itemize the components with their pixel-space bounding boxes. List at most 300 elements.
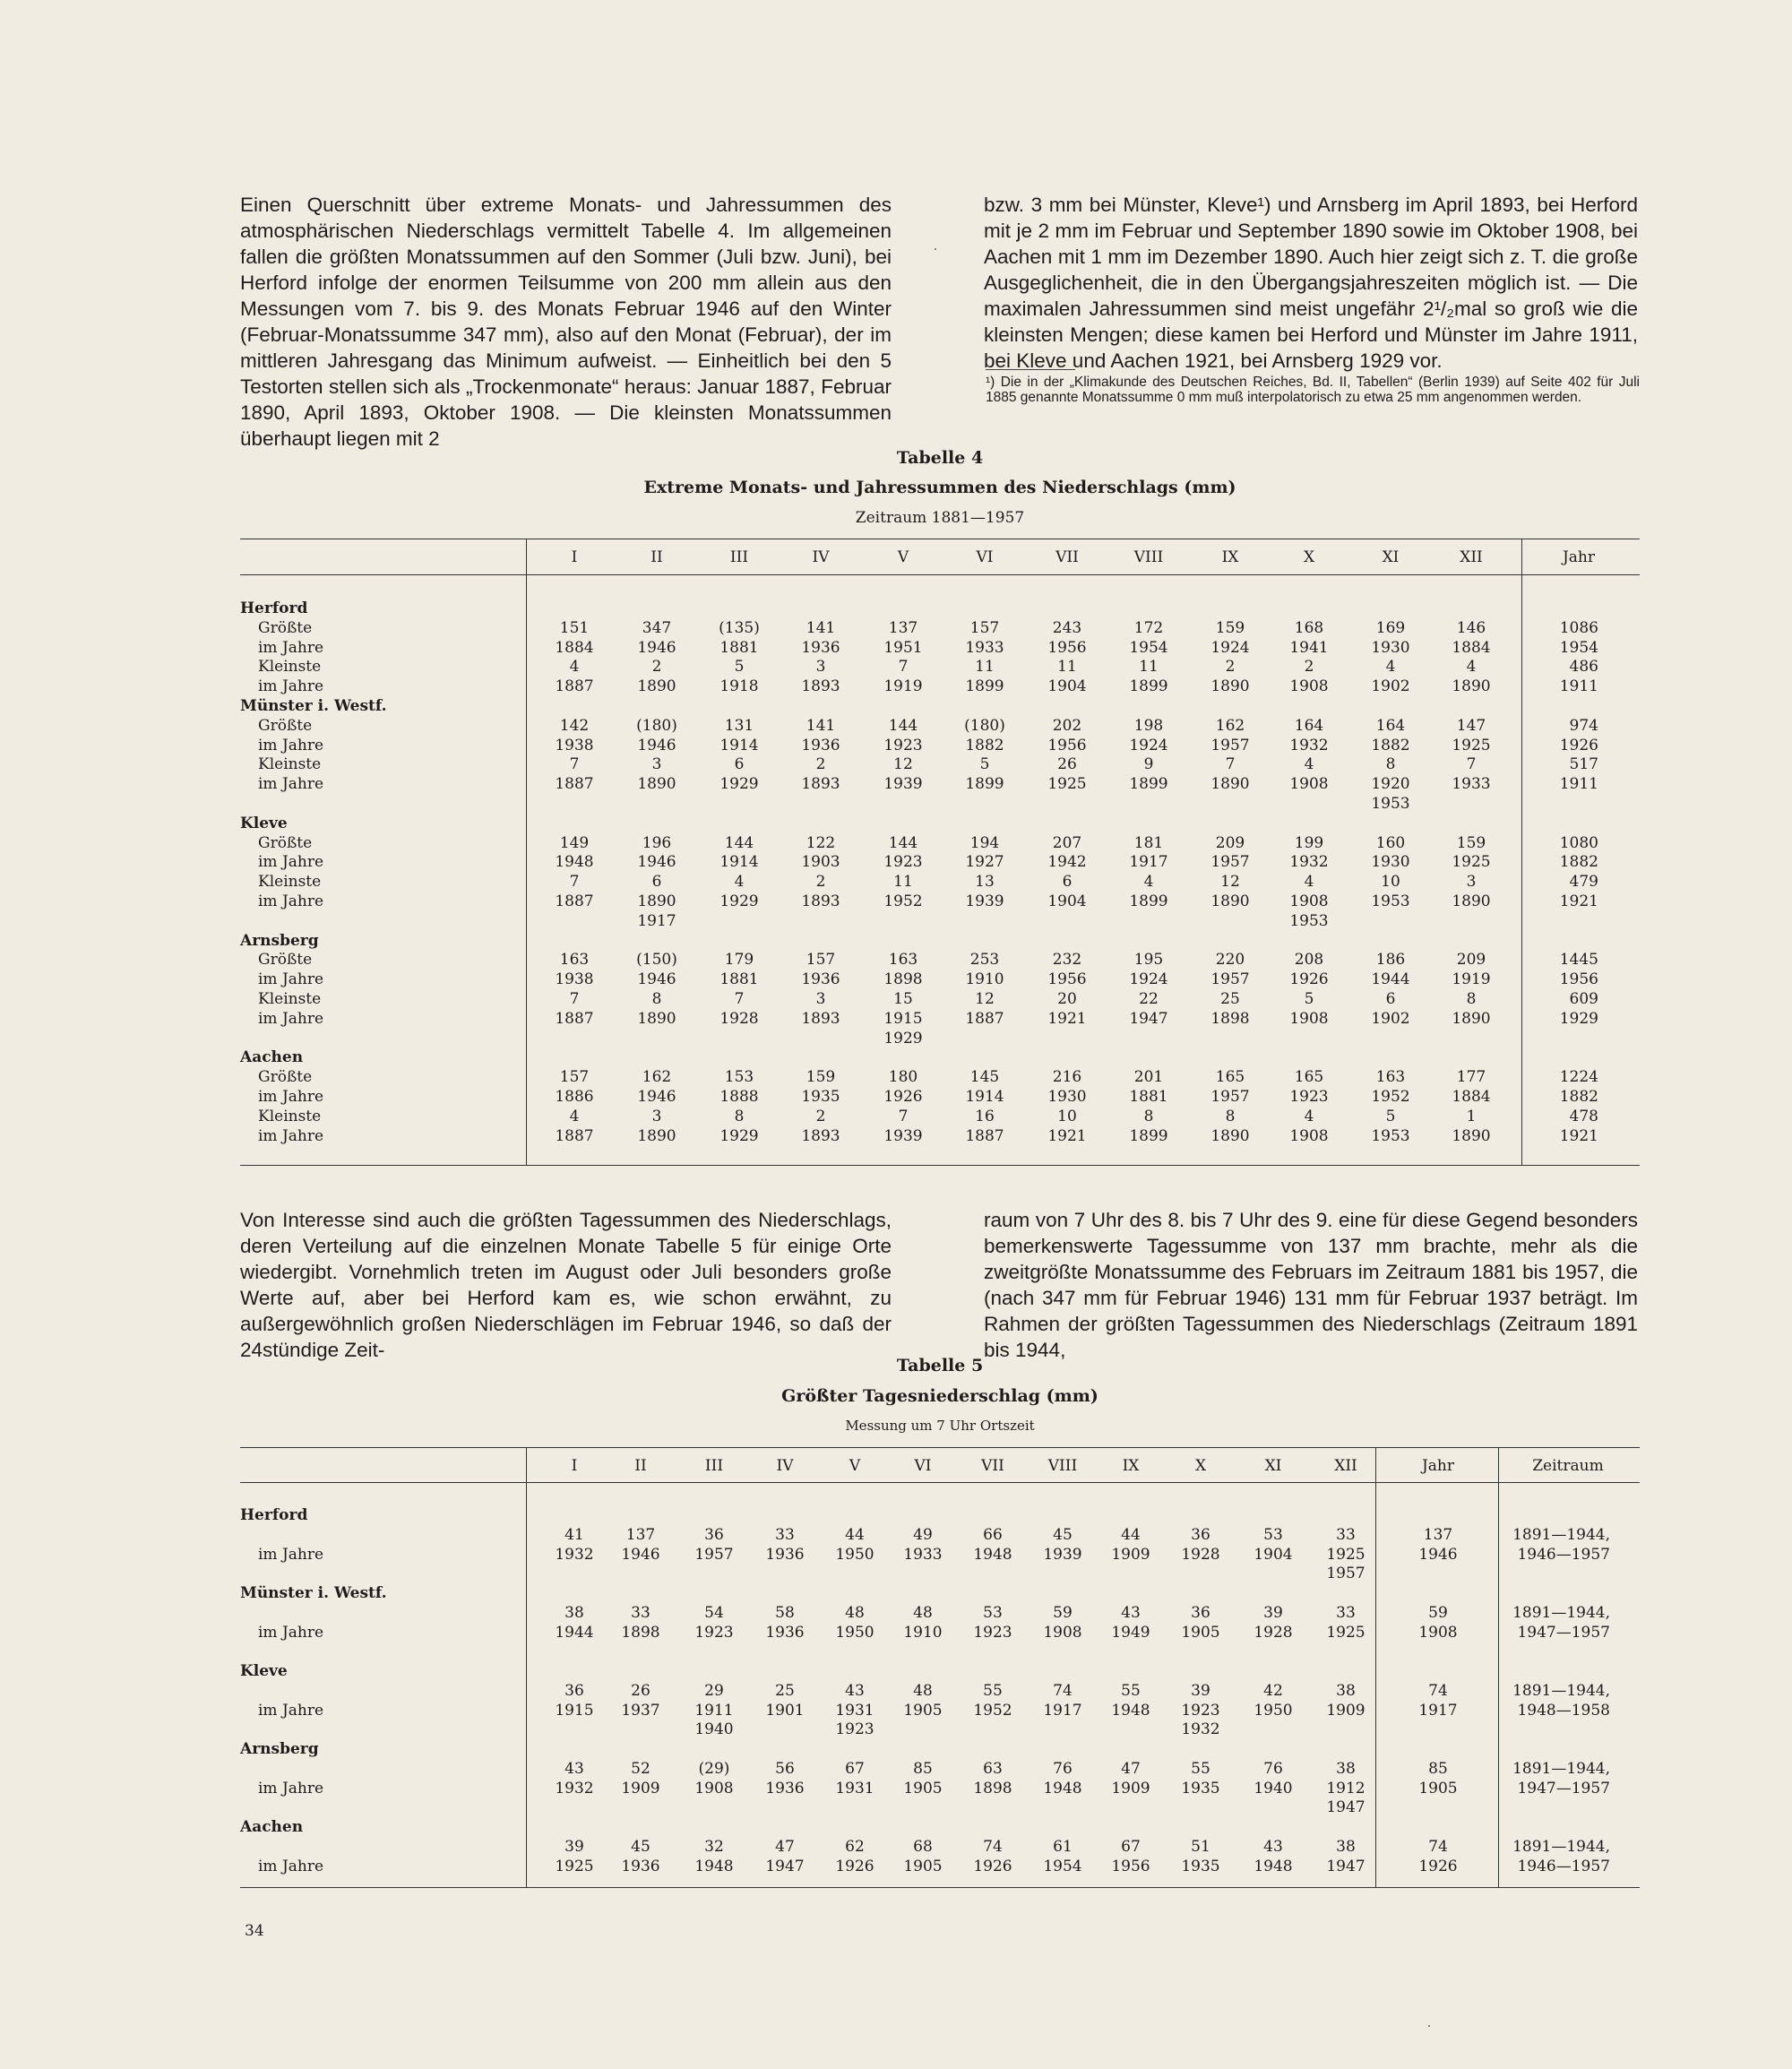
table4-cell: 181 bbox=[1133, 833, 1164, 852]
table4-cell: 2 bbox=[815, 755, 826, 774]
table5-cell-jahr: 74 bbox=[1428, 1837, 1448, 1856]
table5-col-header: II bbox=[634, 1457, 647, 1475]
table4-col-header: III bbox=[729, 548, 749, 566]
table4-cell: 1926 bbox=[883, 1088, 923, 1106]
table5-cell: 49 bbox=[913, 1525, 933, 1544]
table5-cell-zeitraum: 1947—1957 bbox=[1517, 1623, 1610, 1642]
table4-cell: 16 bbox=[975, 1107, 995, 1125]
table5-cell: 48 bbox=[913, 1603, 933, 1622]
table4-row-label: Größte bbox=[258, 618, 313, 637]
table4-cell: 209 bbox=[1215, 833, 1245, 852]
table4-col-header: V bbox=[897, 548, 909, 566]
table4-cell: 1898 bbox=[883, 970, 923, 989]
table5-cell: 39 bbox=[1191, 1681, 1210, 1700]
table4-cell: 1952 bbox=[1371, 1088, 1410, 1106]
table4-cell: 1887 bbox=[555, 1126, 594, 1145]
table4-cell-jahr: 1926 bbox=[1559, 736, 1598, 754]
table4-row-label: Kleinste bbox=[258, 1107, 322, 1125]
middle-paragraph-left: Von Interesse sind auch die größten Tagessummen des Niederschlags, deren Verteilung auf die einzelnen Monate Tabelle 5 für einige Orte wiedergibt. Vornehmlich treten im August oder Juli besonders große Werte auf, aber bei Herford kam es, wie schon erwähnt, zu außergewöhnlich großen Niederschlägen im Februar 1946, so daß der 24stündige Zeit- bbox=[240, 1209, 892, 1361]
table5-cell: 48 bbox=[845, 1603, 865, 1622]
table5-cell: 1940 bbox=[1254, 1779, 1293, 1797]
table4-cell: 1908 bbox=[1289, 1009, 1329, 1028]
table4-cell: 3 bbox=[651, 1107, 662, 1125]
table4-cell: 1890 bbox=[637, 1126, 676, 1145]
table4-cell: 180 bbox=[888, 1068, 918, 1087]
table5-cell: 1908 bbox=[694, 1779, 734, 1797]
table5-cell: 43 bbox=[845, 1681, 865, 1700]
table5-cell: 1909 bbox=[1111, 1779, 1150, 1797]
table5-cell: 59 bbox=[1053, 1603, 1073, 1622]
table4-cell: 243 bbox=[1052, 618, 1082, 637]
table5-cell: 61 bbox=[1053, 1837, 1073, 1856]
table5-cell: 47 bbox=[1121, 1759, 1141, 1778]
table5-cell: 62 bbox=[845, 1837, 865, 1856]
table4-col-header: I bbox=[571, 548, 578, 566]
table5-cell: 55 bbox=[1191, 1759, 1210, 1778]
table4-cell: 1904 bbox=[1047, 892, 1087, 910]
table4-cell-jahr: 1921 bbox=[1559, 1126, 1598, 1145]
page-number: 34 bbox=[245, 1922, 264, 1940]
table4-cell: 2 bbox=[1304, 658, 1314, 677]
table5-cell-zeitraum: 1946—1957 bbox=[1517, 1857, 1610, 1875]
table4-cell: 1887 bbox=[555, 1009, 594, 1028]
table5-cell: 36 bbox=[1191, 1603, 1210, 1622]
table4-cell: 4 bbox=[1304, 873, 1314, 892]
table4-cell: 11 bbox=[1057, 658, 1077, 677]
table4-cell: 160 bbox=[1375, 833, 1406, 852]
table4-cell: 144 bbox=[724, 833, 754, 852]
table5-col-header: III bbox=[704, 1457, 724, 1475]
table5-cell: 36 bbox=[564, 1681, 584, 1700]
table4-cell: 159 bbox=[1456, 833, 1486, 852]
table5-cell-zeitraum: 1891—1944, bbox=[1512, 1837, 1610, 1856]
table5-cell: 1905 bbox=[903, 1857, 943, 1875]
table5-cell: 1911 bbox=[694, 1701, 734, 1720]
table4-cell-jahr: 1445 bbox=[1559, 951, 1598, 970]
table4-cell: 8 bbox=[1466, 990, 1477, 1008]
table5-cell-zeitraum: 1947—1957 bbox=[1517, 1779, 1610, 1797]
table4-row-label: im Jahre bbox=[258, 1009, 324, 1028]
table4-cell: 1915 bbox=[883, 1009, 923, 1028]
table4-cell: 1953 bbox=[1371, 1126, 1410, 1145]
table5-row-label: im Jahre bbox=[258, 1701, 324, 1720]
table4-cell: 202 bbox=[1052, 716, 1082, 735]
table4-cell: 147 bbox=[1456, 716, 1486, 735]
table4-cell-jahr: 1956 bbox=[1559, 970, 1598, 989]
table4-cell: 2 bbox=[1225, 658, 1236, 677]
table4-col-header: IX bbox=[1221, 548, 1239, 566]
table5-cell: 48 bbox=[913, 1681, 933, 1700]
table4-cell: 1899 bbox=[1129, 1126, 1168, 1145]
table4-cell: 1927 bbox=[965, 853, 1004, 872]
table4-cell: 1946 bbox=[637, 736, 676, 754]
table4-cell: 1946 bbox=[637, 1088, 676, 1106]
table4-cell: 208 bbox=[1294, 951, 1324, 970]
table5-cell: 1948 bbox=[694, 1857, 734, 1875]
table5-cell: 1957 bbox=[1326, 1565, 1366, 1583]
table5-cell: 1898 bbox=[973, 1779, 1012, 1797]
table5-cell: 1915 bbox=[555, 1701, 594, 1720]
table4-cell: 1908 bbox=[1289, 677, 1329, 696]
table4-cell: 1956 bbox=[1047, 638, 1087, 657]
table4-cell: 12 bbox=[975, 990, 995, 1008]
table4-col-header: VIII bbox=[1133, 548, 1164, 566]
table5-cell-zeitraum: 1891—1944, bbox=[1512, 1759, 1610, 1778]
table5-col-header: VIII bbox=[1047, 1457, 1078, 1475]
table4-cell: 1944 bbox=[1371, 970, 1410, 989]
table4-row-label: im Jahre bbox=[258, 892, 324, 910]
table4-cell: 1926 bbox=[1289, 970, 1329, 989]
table5-cell: 67 bbox=[845, 1759, 865, 1778]
table4-cell: 7 bbox=[734, 990, 745, 1008]
table4-col-header: VII bbox=[1055, 548, 1079, 566]
table5-station-name: Münster i. Westf. bbox=[240, 1584, 387, 1602]
table4-subtitle: Zeitraum 1881—1957 bbox=[855, 509, 1025, 527]
table4-cell-jahr: 1911 bbox=[1559, 775, 1598, 794]
table4-cell: 1893 bbox=[801, 677, 840, 696]
table4-cell: 4 bbox=[1304, 755, 1314, 774]
table5-cell: 45 bbox=[631, 1837, 650, 1856]
table4-col-header: XI bbox=[1382, 548, 1400, 566]
table4-title: Extreme Monats- und Jahressummen des Niederschlags (mm) bbox=[643, 478, 1236, 497]
table4-cell: 20 bbox=[1057, 990, 1077, 1008]
table4-cell: 4 bbox=[1304, 1107, 1314, 1125]
table4-cell: 141 bbox=[806, 716, 836, 735]
table5-cell-jahr: 1908 bbox=[1418, 1623, 1458, 1642]
table5-cell: 1956 bbox=[1111, 1857, 1150, 1875]
table5-cell-jahr: 137 bbox=[1423, 1525, 1453, 1544]
table4-cell: 4 bbox=[569, 1107, 580, 1125]
table5-cell: 25 bbox=[775, 1681, 795, 1700]
table5-cell: 51 bbox=[1191, 1837, 1210, 1856]
table4-cell: 1957 bbox=[1210, 1088, 1250, 1106]
table5-station-name: Arnsberg bbox=[240, 1740, 319, 1758]
table4-cell: 1881 bbox=[719, 638, 759, 657]
table4-cell: 164 bbox=[1375, 716, 1406, 735]
table5-cell: 76 bbox=[1053, 1759, 1073, 1778]
table4-row-label: im Jahre bbox=[258, 1088, 324, 1106]
table4-cell: 209 bbox=[1456, 951, 1486, 970]
table5-cell: 1931 bbox=[835, 1701, 874, 1720]
table5-cell-zeitraum: 1948—1958 bbox=[1517, 1701, 1610, 1720]
table4-cell: 4 bbox=[1143, 873, 1154, 892]
table4-row-label: Kleinste bbox=[258, 990, 322, 1008]
table4-cell: 6 bbox=[1062, 873, 1073, 892]
table5-col-header: X bbox=[1194, 1457, 1207, 1475]
table5-cell: 1946 bbox=[621, 1545, 660, 1564]
table4-cell: 159 bbox=[806, 1068, 836, 1087]
table4-cell: 1890 bbox=[1452, 1126, 1491, 1145]
table4-row-label: im Jahre bbox=[258, 775, 324, 794]
table4-cell-jahr: 1080 bbox=[1559, 833, 1598, 852]
table4-cell: 13 bbox=[975, 873, 995, 892]
table4-cell: 194 bbox=[969, 833, 1000, 852]
table4-cell: 11 bbox=[1139, 658, 1159, 677]
table4-cell: 1932 bbox=[1289, 736, 1329, 754]
table5-cell: 1923 bbox=[835, 1720, 874, 1739]
table4-cell: 1921 bbox=[1047, 1126, 1087, 1145]
footnote-rule bbox=[986, 369, 1075, 370]
table4-cell: (180) bbox=[636, 716, 677, 735]
table4-cell: 195 bbox=[1133, 951, 1164, 970]
table5-cell: 1923 bbox=[694, 1623, 734, 1642]
table4-cell: 1939 bbox=[965, 892, 1004, 910]
table4-cell: 168 bbox=[1294, 618, 1324, 637]
table5-cell: 1917 bbox=[1043, 1701, 1082, 1720]
table4-cell: 1921 bbox=[1047, 1009, 1087, 1028]
table4-cell: 1936 bbox=[801, 638, 840, 657]
table4-cell: 1925 bbox=[1452, 853, 1491, 872]
table4-cell: 12 bbox=[1220, 873, 1240, 892]
table5-cell: 1957 bbox=[694, 1545, 734, 1564]
table4-cell: 1941 bbox=[1289, 638, 1329, 657]
table5-cell: 1954 bbox=[1043, 1857, 1082, 1875]
table4-cell: 1881 bbox=[719, 970, 759, 989]
table4-cell: 1890 bbox=[1452, 1009, 1491, 1028]
table4-cell: 1930 bbox=[1047, 1088, 1087, 1106]
table4-cell: 137 bbox=[888, 618, 918, 637]
table5-cell: 85 bbox=[913, 1759, 933, 1778]
table4-cell: 1924 bbox=[1129, 970, 1168, 989]
table4-col-header: XII bbox=[1460, 548, 1483, 566]
table4-cell: 1884 bbox=[555, 638, 594, 657]
table5-cell: 1940 bbox=[694, 1720, 734, 1739]
table4-cell-jahr: 1911 bbox=[1559, 677, 1598, 696]
table5-rule-header bbox=[240, 1482, 1640, 1483]
table4-cell-jahr: 1882 bbox=[1559, 853, 1598, 872]
table4-cell: 1881 bbox=[1129, 1088, 1168, 1106]
table5-cell-jahr: 85 bbox=[1428, 1759, 1448, 1778]
table4-cell: 347 bbox=[642, 618, 672, 637]
table5-cell: 1932 bbox=[555, 1545, 594, 1564]
table4-row-label: im Jahre bbox=[258, 677, 324, 696]
table4-cell: 1884 bbox=[1452, 638, 1491, 657]
table5-cell: 1947 bbox=[1326, 1857, 1366, 1875]
table5-cell: 1948 bbox=[1111, 1701, 1150, 1720]
table4-cell: 1939 bbox=[883, 775, 923, 794]
table5-cell: 1898 bbox=[621, 1623, 660, 1642]
table5-cell: 1935 bbox=[1181, 1779, 1220, 1797]
table5-cell: 1926 bbox=[973, 1857, 1012, 1875]
table4-cell-jahr: 517 bbox=[1569, 755, 1598, 774]
table5-station-name: Herford bbox=[240, 1506, 308, 1524]
table5-cell: 1925 bbox=[1326, 1545, 1366, 1564]
table5-cell: 26 bbox=[631, 1681, 650, 1700]
table4-cell: 1933 bbox=[1452, 775, 1491, 794]
table5-cell: 1904 bbox=[1254, 1545, 1293, 1564]
table4-cell-jahr: 1086 bbox=[1559, 618, 1598, 637]
table4-cell: 1917 bbox=[1129, 853, 1168, 872]
table4-cell: 144 bbox=[888, 716, 918, 735]
table4-cell: 1899 bbox=[1129, 775, 1168, 794]
table4-cell: 7 bbox=[1466, 755, 1477, 774]
table5-cell: 42 bbox=[1263, 1681, 1283, 1700]
table5-cell: 1909 bbox=[1326, 1701, 1366, 1720]
table4-cell: 1956 bbox=[1047, 736, 1087, 754]
table4-cell: 1935 bbox=[801, 1088, 840, 1106]
table4-cell: 186 bbox=[1375, 951, 1406, 970]
table4-cell: 1882 bbox=[965, 736, 1004, 754]
table4-cell: 1914 bbox=[719, 853, 759, 872]
table4-cell: 1957 bbox=[1210, 736, 1250, 754]
table4-cell-jahr: 1954 bbox=[1559, 638, 1598, 657]
table4-cell: 1946 bbox=[637, 853, 676, 872]
table5-cell: 1909 bbox=[1111, 1545, 1150, 1564]
table4-col-header: X bbox=[1303, 548, 1315, 566]
table4-station-name: Kleve bbox=[240, 814, 288, 832]
table4-station-name: Münster i. Westf. bbox=[240, 697, 387, 715]
table4-cell: 3 bbox=[815, 990, 826, 1008]
table4-cell: (180) bbox=[964, 716, 1005, 735]
table4-row-label: Größte bbox=[258, 716, 313, 735]
table4-cell: 8 bbox=[1385, 755, 1396, 774]
table4-cell: 1888 bbox=[719, 1088, 759, 1106]
table4-row-label: Größte bbox=[258, 1068, 313, 1087]
table5-cell: 1950 bbox=[835, 1623, 874, 1642]
table5-row-label: im Jahre bbox=[258, 1623, 324, 1642]
table4-cell: 1899 bbox=[965, 775, 1004, 794]
table5-cell: 38 bbox=[564, 1603, 584, 1622]
table5-cell: 1950 bbox=[1254, 1701, 1293, 1720]
table4-cell: 1938 bbox=[555, 970, 594, 989]
table4-cell: 1923 bbox=[883, 736, 923, 754]
table4-cell: 1914 bbox=[719, 736, 759, 754]
table5-cell: 1950 bbox=[835, 1545, 874, 1564]
table4-cell: 11 bbox=[893, 873, 913, 892]
table4-cell: 199 bbox=[1294, 833, 1324, 852]
table4-cell: 1890 bbox=[1210, 892, 1250, 910]
table5-cell: 1925 bbox=[1326, 1623, 1366, 1642]
table4-cell: 1893 bbox=[801, 892, 840, 910]
table4-cell: 1890 bbox=[1210, 775, 1250, 794]
table4-cell: 1899 bbox=[965, 677, 1004, 696]
table4-cell: 1887 bbox=[965, 1009, 1004, 1028]
table4-cell: 10 bbox=[1381, 873, 1400, 892]
table4-cell: 3 bbox=[1466, 873, 1477, 892]
table4-cell: 1929 bbox=[883, 1029, 923, 1047]
table5-cell: 1912 bbox=[1326, 1779, 1366, 1797]
table5-station-name: Aachen bbox=[240, 1818, 304, 1836]
table4-cell: 1902 bbox=[1371, 677, 1410, 696]
table4-cell: 172 bbox=[1133, 618, 1164, 637]
table4-cell: 207 bbox=[1052, 833, 1082, 852]
table4-cell: 177 bbox=[1456, 1068, 1486, 1087]
table4-cell: 1929 bbox=[719, 1126, 759, 1145]
table4-cell: 1957 bbox=[1210, 853, 1250, 872]
table4-cell: 179 bbox=[724, 951, 754, 970]
table4-col-header: Jahr bbox=[1562, 548, 1596, 566]
table4-cell: 2 bbox=[651, 658, 662, 677]
table4-cell-jahr: 478 bbox=[1569, 1107, 1598, 1125]
table5-cell: 1910 bbox=[903, 1623, 943, 1642]
table5-cell: 43 bbox=[564, 1759, 584, 1778]
table4-cell: 163 bbox=[888, 951, 918, 970]
table4-cell: 146 bbox=[1456, 618, 1486, 637]
table4-station-name: Aachen bbox=[240, 1048, 304, 1067]
table4-cell: 149 bbox=[559, 833, 590, 852]
table4-cell: 5 bbox=[1385, 1107, 1396, 1125]
table5-cell: 54 bbox=[704, 1603, 724, 1622]
table4-cell: 2 bbox=[815, 1107, 826, 1125]
table4-cell: 3 bbox=[815, 658, 826, 677]
table4-row-label: im Jahre bbox=[258, 638, 324, 657]
table5-cell-jahr: 74 bbox=[1428, 1681, 1448, 1700]
table4-cell: 1932 bbox=[1289, 853, 1329, 872]
table4-cell: 1951 bbox=[883, 638, 923, 657]
table4-cell: 1919 bbox=[883, 677, 923, 696]
table4-cell: 198 bbox=[1133, 716, 1164, 735]
table4-cell: 1930 bbox=[1371, 853, 1410, 872]
table4-cell: 1936 bbox=[801, 736, 840, 754]
table4-cell: 1903 bbox=[801, 853, 840, 872]
table4-cell: (150) bbox=[636, 951, 677, 970]
table5-cell-jahr: 1946 bbox=[1418, 1545, 1458, 1564]
table4-cell: 157 bbox=[559, 1068, 590, 1087]
table5-cell: 1936 bbox=[765, 1623, 805, 1642]
table4-row-label: Kleinste bbox=[258, 755, 322, 774]
table4-cell: 220 bbox=[1215, 951, 1245, 970]
table4-cell: 1917 bbox=[637, 911, 676, 930]
table4-cell: 1884 bbox=[1452, 1088, 1491, 1106]
table4-cell: 141 bbox=[806, 618, 836, 637]
table5-row-label: im Jahre bbox=[258, 1857, 324, 1875]
table5-cell: 43 bbox=[1121, 1603, 1141, 1622]
table4-cell: 1923 bbox=[883, 853, 923, 872]
table4-cell: 26 bbox=[1057, 755, 1077, 774]
table5-cell: 1931 bbox=[835, 1779, 874, 1797]
table4-cell: 253 bbox=[969, 951, 1000, 970]
table4-cell: 8 bbox=[1143, 1107, 1154, 1125]
table5-cell: 1948 bbox=[973, 1545, 1012, 1564]
table4-cell: 8 bbox=[651, 990, 662, 1008]
table5-cell: 33 bbox=[1336, 1525, 1356, 1544]
table5-cell: 74 bbox=[1053, 1681, 1073, 1700]
table4-cell: 196 bbox=[642, 833, 672, 852]
table4-cell: 157 bbox=[806, 951, 836, 970]
table4-row-label: im Jahre bbox=[258, 736, 324, 754]
table4-station-name: Arnsberg bbox=[240, 931, 319, 950]
table5-cell: 137 bbox=[625, 1525, 656, 1544]
table5-cell: 56 bbox=[775, 1759, 795, 1778]
table5-col-header: XII bbox=[1334, 1457, 1357, 1475]
table4-cell: 153 bbox=[724, 1068, 754, 1087]
table4-cell: 6 bbox=[734, 755, 745, 774]
table4-cell: 1953 bbox=[1371, 795, 1410, 813]
table5-cell: 1933 bbox=[903, 1545, 943, 1564]
table4-cell: 1893 bbox=[801, 1009, 840, 1028]
table5-cell: 1936 bbox=[765, 1779, 805, 1797]
table5-cell: 1928 bbox=[1254, 1623, 1293, 1642]
table5-cell: 1947 bbox=[765, 1857, 805, 1875]
table4-cell: 1924 bbox=[1210, 638, 1250, 657]
table5-col-header: IV bbox=[776, 1457, 794, 1475]
table4-row-label: im Jahre bbox=[258, 970, 324, 989]
table4-cell: 144 bbox=[888, 833, 918, 852]
table5-cell: 29 bbox=[704, 1681, 724, 1700]
table5-cell: 74 bbox=[983, 1837, 1003, 1856]
table5-col-header: Zeitraum bbox=[1532, 1457, 1604, 1475]
table4-cell-jahr: 1921 bbox=[1559, 892, 1598, 910]
table5-cell: 1939 bbox=[1043, 1545, 1082, 1564]
table4-cell: 1933 bbox=[965, 638, 1004, 657]
table4-cell: 1925 bbox=[1452, 736, 1491, 754]
table5-col-header: IX bbox=[1122, 1457, 1140, 1475]
table5-cell: 1948 bbox=[1043, 1779, 1082, 1797]
table4-cell: 1887 bbox=[555, 775, 594, 794]
table4-col-header: IV bbox=[812, 548, 830, 566]
table4-cell: 9 bbox=[1143, 755, 1154, 774]
table5-cell: 1923 bbox=[973, 1623, 1012, 1642]
